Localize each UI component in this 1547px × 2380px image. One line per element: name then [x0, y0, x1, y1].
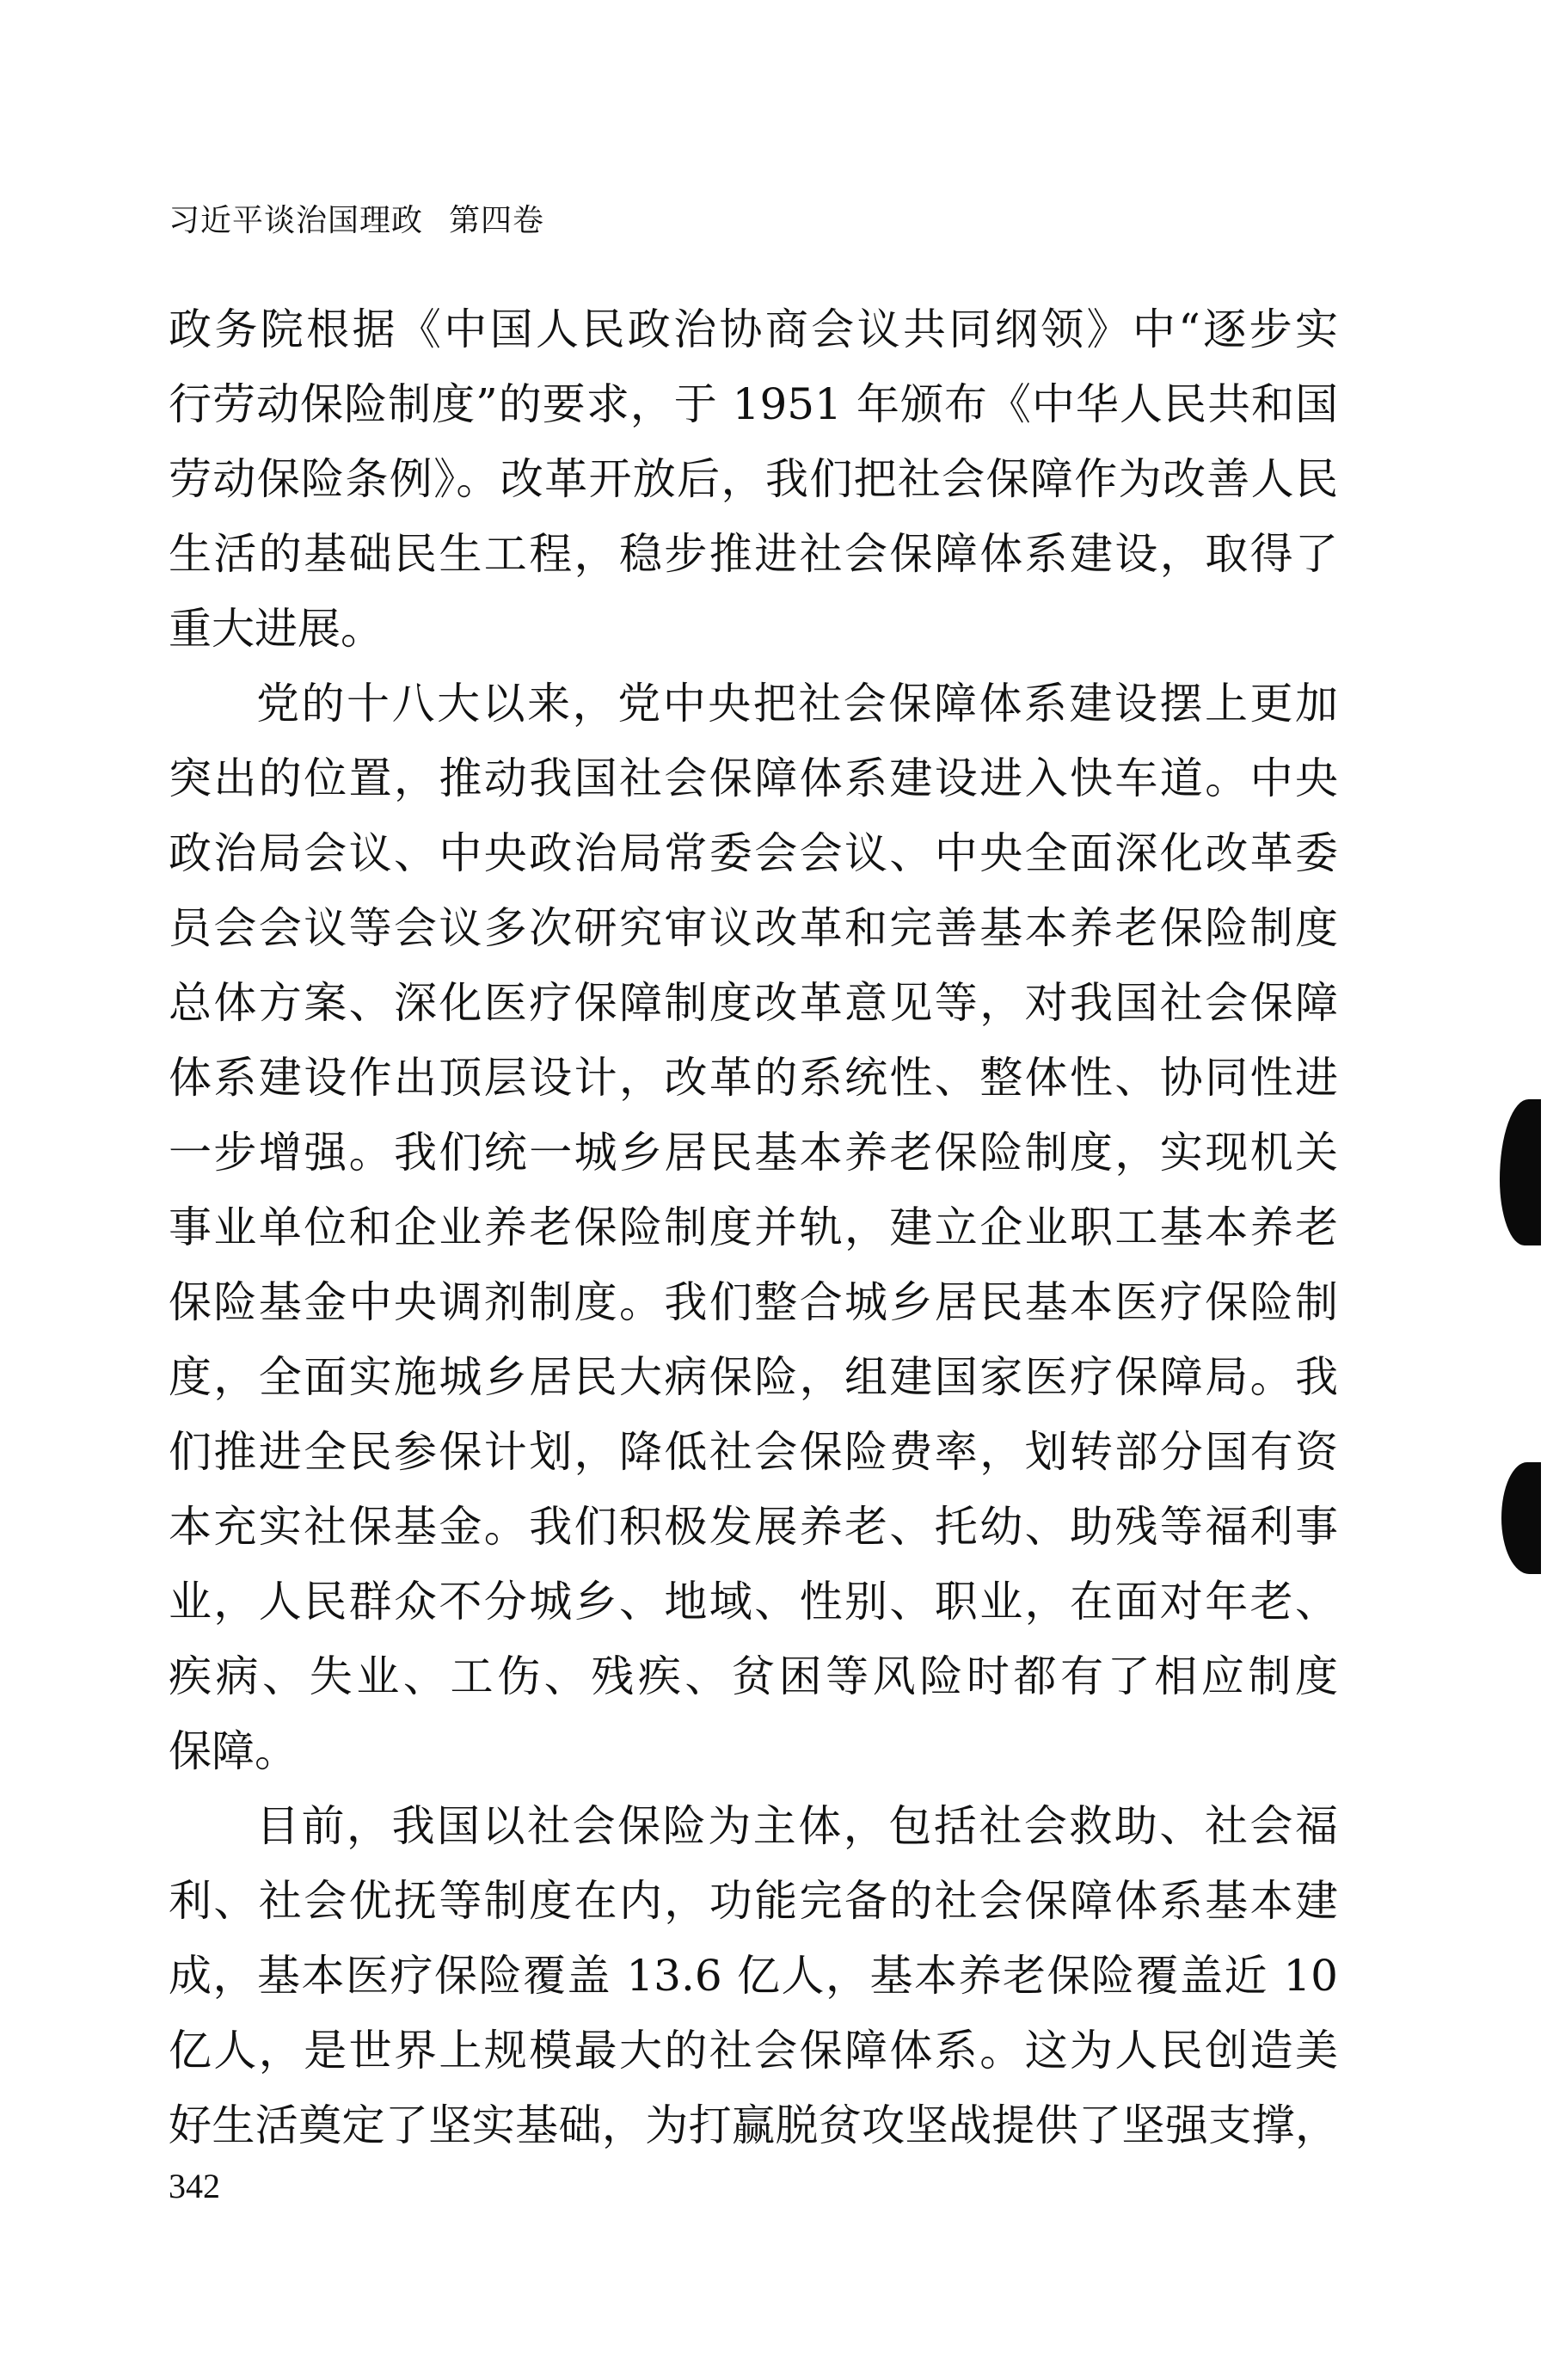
text-line: 政治局会议、中央政治局常委会会议、中央全面深化改革委: [169, 828, 1338, 878]
text-line: 政务院根据《中国人民政治协商会议共同纲领》中“逐步实: [169, 304, 1338, 354]
running-header: [169, 196, 544, 240]
text-line: 保险基金中央调剂制度。我们整合城乡居民基本医疗保险制: [169, 1277, 1338, 1327]
text-line: 行劳动保险制度”的要求，于 1951 年颁布《中华人民共和国: [169, 379, 1338, 429]
text-line: 目前，我国以社会保险为主体，包括社会救助、社会福: [256, 1801, 1338, 1851]
paragraph-2: [169, 667, 1338, 1789]
text-line: 生活的基础民生工程，稳步推进社会保障体系建设，取得了: [169, 529, 1338, 579]
text-line: 成，基本医疗保险覆盖 13.6 亿人，基本养老保险覆盖近 10: [169, 1951, 1338, 2001]
scan-margin-mark: [1501, 1462, 1541, 1574]
text-line: 突出的位置，推动我国社会保障体系建设进入快车道。中央: [169, 753, 1338, 803]
body-text: [169, 292, 1338, 2163]
page-number: 342: [169, 2167, 220, 2205]
text-line: 利、社会优抚等制度在内，功能完备的社会保障体系基本建: [169, 1876, 1338, 1926]
text-line: 一步增强。我们统一城乡居民基本养老保险制度，实现机关: [169, 1128, 1338, 1178]
text-line: 亿人，是世界上规模最大的社会保障体系。这为人民创造美: [169, 2026, 1338, 2076]
text-line: 度，全面实施城乡居民大病保险，组建国家医疗保障局。我: [169, 1352, 1338, 1402]
text-line: 党的十八大以来，党中央把社会保障体系建设摆上更加: [256, 679, 1338, 729]
text-line: 体系建设作出顶层设计，改革的系统性、整体性、协同性进: [169, 1053, 1338, 1103]
text-line: 疾病、失业、工伤、残疾、贫困等风险时都有了相应制度: [169, 1651, 1338, 1701]
text-line: 业，人民群众不分城乡、地域、性别、职业，在面对年老、: [169, 1577, 1338, 1627]
text-line: 本充实社保基金。我们积极发展养老、托幼、助残等福利事: [169, 1502, 1338, 1552]
paragraph-3: [169, 1789, 1338, 2163]
paragraph-1: [169, 292, 1338, 667]
text-line: 员会会议等会议多次研究审议改革和完善基本养老保险制度: [169, 903, 1338, 953]
text-line: 保障。: [169, 1726, 298, 1776]
text-line: 重大进展。: [169, 604, 384, 654]
text-line: 们推进全民参保计划，降低社会保险费率，划转部分国有资: [169, 1427, 1338, 1477]
text-line: 总体方案、深化医疗保障制度改革意见等，对我国社会保障: [169, 978, 1338, 1028]
text-line: 事业单位和企业养老保险制度并轨，建立企业职工基本养老: [169, 1202, 1338, 1252]
scan-margin-mark: [1500, 1099, 1541, 1245]
text-line: 劳动保险条例》。改革开放后，我们把社会保障作为改善人民: [169, 454, 1338, 504]
volume-label: 第四卷: [449, 203, 545, 238]
book-title: 习近平谈治国理政: [169, 203, 424, 238]
text-line: 好生活奠定了坚实基础，为打赢脱贫攻坚战提供了坚强支撑，: [169, 2100, 1338, 2150]
